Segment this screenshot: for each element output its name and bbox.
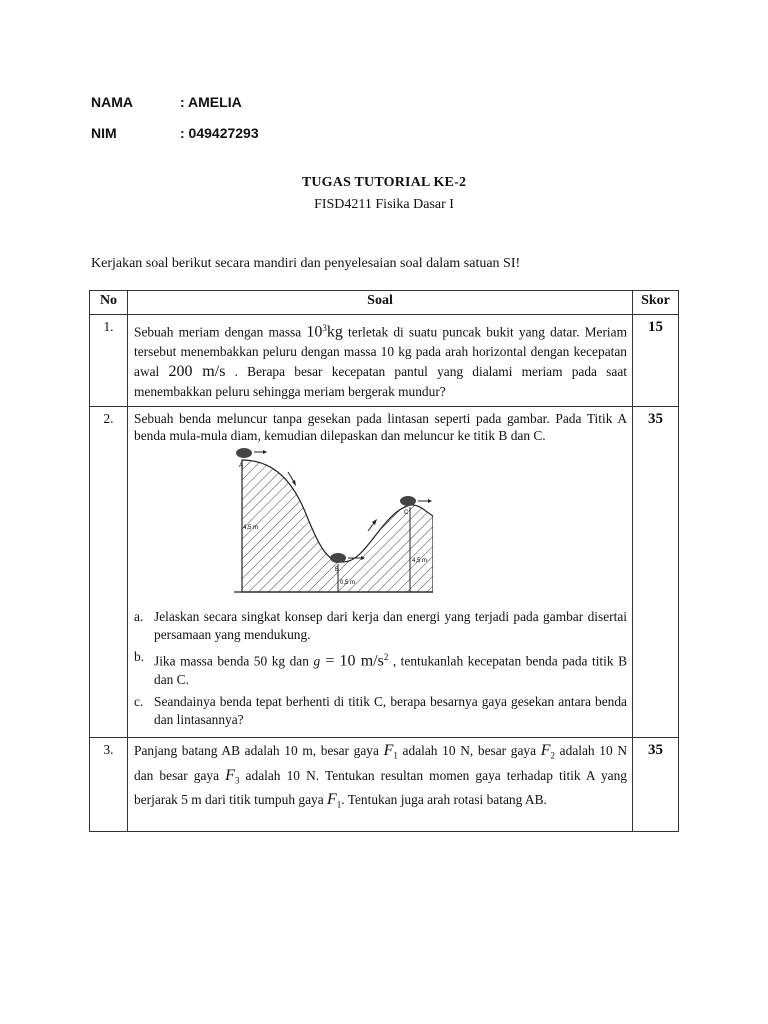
name-value: : AMELIA xyxy=(180,94,242,110)
q1-text-b: terletak di suatu puncak bukit yang datar. Meriam tersebut menembakkan peluru dengan massa 10 kg pada arah horizontal dengan kecepatan awal xyxy=(134,324,627,380)
force-subscript: 3 xyxy=(234,775,240,786)
force-symbol-f1: F xyxy=(383,741,394,759)
label-a: A xyxy=(239,463,244,470)
header-soal: Soal xyxy=(128,291,633,315)
gravity-value: = 10 m/s xyxy=(320,652,384,670)
block-c xyxy=(400,496,416,506)
q3-text-c: adalah 10 N dan besar gaya xyxy=(134,742,627,783)
list-item xyxy=(134,648,627,688)
question-row-1 xyxy=(90,315,679,407)
table-header-row xyxy=(90,291,679,315)
question-score: 35 xyxy=(633,407,679,737)
force-symbol-f3: F xyxy=(225,766,235,784)
gravity-symbol: g xyxy=(313,653,321,669)
subquestion-text: Jika massa benda 50 kg dan xyxy=(154,653,314,669)
q3-text-b: adalah 10 N, besar gaya xyxy=(397,742,541,758)
q1-text-a: Sebuah meriam dengan massa xyxy=(134,324,307,340)
q1-mass-exponent: 3 xyxy=(322,323,327,333)
nim-label: NIM xyxy=(91,125,117,141)
name-label: NAMA xyxy=(91,94,133,110)
gravity-exponent: 2 xyxy=(383,652,389,663)
q2-subquestions xyxy=(134,608,627,728)
q3-text-e: . Tentukan juga arah rotasi batang AB. xyxy=(341,792,547,808)
q2-intro: Sebuah benda meluncur tanpa gesekan pada lintasan seperti pada gambar. Pada Titik A benda mula-mula diam, kemudian dilepaskan dan meluncur ke titik B dan C. xyxy=(134,411,627,444)
question-number: 2. xyxy=(90,407,128,737)
q1-speed: 200 m/s xyxy=(168,363,226,381)
document-title: TUGAS TUTORIAL KE-2 xyxy=(301,175,467,190)
question-row-2 xyxy=(90,407,679,737)
q1-text-c: . Berapa besar kecepatan pantul yang dialami meriam pada saat menembakkan peluru sehingga meriam bergerak mundur? xyxy=(134,364,627,400)
subquestion-text: Jelaskan secara singkat konsep dari kerja dan energi yang terjadi pada gambar disertai persamaan yang mendukung. xyxy=(154,609,627,643)
nim-value: : 049427293 xyxy=(180,125,259,141)
question-text-1 xyxy=(128,315,633,407)
question-text-2 xyxy=(128,407,633,737)
question-number: 3. xyxy=(90,737,128,831)
list-item xyxy=(134,608,627,644)
q3-text-d: adalah 10 N. Tentukan resultan momen gaya terhadap titik A yang berjarak 5 m dari titik tumpuh gaya xyxy=(134,767,627,808)
force-subscript: 1 xyxy=(336,799,342,810)
subquestion-text-end: , tentukanlah kecepatan benda pada titik B dan C. xyxy=(154,653,627,687)
question-table xyxy=(89,290,679,832)
question-number: 1. xyxy=(90,315,128,407)
subquestion-text: Seandainya benda tepat berhenti di titik C, berapa besarnya gaya gesekan antara benda dan lintasannya? xyxy=(154,693,627,727)
header-skor: Skor xyxy=(633,291,679,315)
height-label-c: 4,5 m xyxy=(412,558,428,565)
label-c: C xyxy=(404,510,409,517)
force-symbol-f1: F xyxy=(327,791,337,809)
height-label-a: 4,5 m xyxy=(243,525,259,532)
subquestion-marker: a. xyxy=(134,609,144,625)
block-b xyxy=(330,553,346,563)
header-no: No xyxy=(90,291,128,315)
q3-text-a: Panjang batang AB adalah 10 m, besar gaya xyxy=(134,742,384,758)
question-row-3 xyxy=(90,737,679,831)
force-subscript: 1 xyxy=(393,750,398,761)
subquestion-marker: b. xyxy=(134,649,145,665)
force-symbol-f2: F xyxy=(540,741,551,759)
q1-mass-unit: kg xyxy=(326,323,343,341)
instruction-text: Kerjakan soal berikut secara mandiri dan penyelesaian soal dalam satuan SI! xyxy=(91,256,521,271)
block-a xyxy=(236,448,252,458)
force-subscript: 2 xyxy=(550,750,556,761)
list-item xyxy=(134,693,627,729)
question-score: 15 xyxy=(633,315,679,407)
track-figure xyxy=(228,444,433,604)
label-b: B xyxy=(335,567,340,574)
question-score: 35 xyxy=(633,737,679,831)
course-subtitle: FISD4211 Fisika Dasar I xyxy=(314,197,454,212)
height-label-b: 0,5 m xyxy=(340,580,356,587)
subquestion-marker: c. xyxy=(134,693,144,709)
q1-mass: 10 xyxy=(306,323,323,341)
question-text-3 xyxy=(128,737,633,831)
